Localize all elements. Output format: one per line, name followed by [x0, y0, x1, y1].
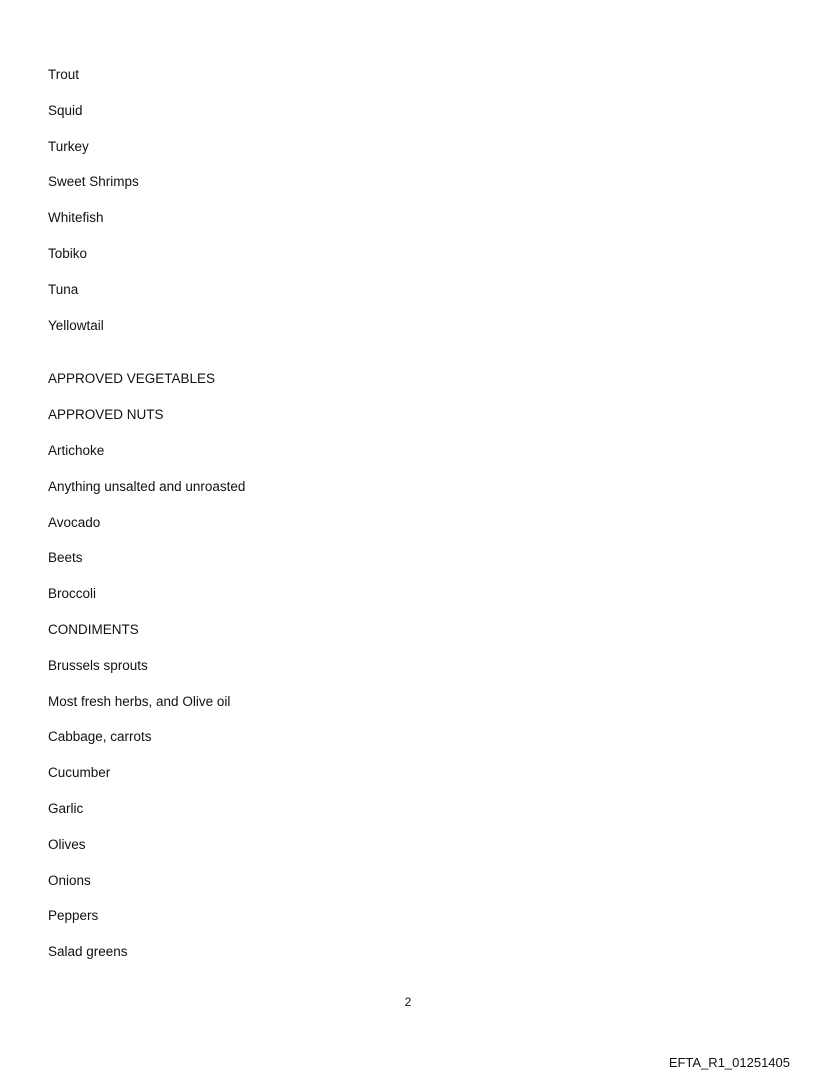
list-item: Tuna	[48, 281, 79, 297]
list-item: Salad greens	[48, 944, 128, 960]
list-item: Broccoli	[48, 586, 97, 602]
list-item: Anything unsalted and unroasted	[48, 478, 246, 494]
list-item: Most fresh herbs, and Olive oil	[48, 693, 231, 709]
list-item: Beets	[48, 550, 83, 566]
list-item: Turkey	[48, 138, 89, 154]
list-item: Onions	[48, 872, 91, 888]
list-item: Yellowtail	[48, 317, 104, 333]
document-id: EFTA_R1_01251405	[668, 1055, 790, 1070]
list-item: Olives	[48, 836, 86, 852]
list-item: Cabbage, carrots	[48, 729, 152, 745]
list-item: Garlic	[48, 800, 84, 816]
list-item: Trout	[48, 67, 80, 82]
list-item: Peppers	[48, 908, 99, 924]
section-heading-condiments: CONDIMENTS	[48, 621, 139, 637]
list-item: Squid	[48, 102, 83, 118]
section-heading-nuts: APPROVED NUTS	[48, 407, 164, 423]
list-item: Cucumber	[48, 765, 111, 781]
section-heading-vegetables: APPROVED VEGETABLES	[48, 371, 216, 387]
food-list	[48, 66, 748, 979]
list-item: Brussels sprouts	[48, 657, 148, 673]
list-item: Tobiko	[48, 245, 88, 261]
page-number: 2	[404, 995, 412, 1009]
list-item: Artichoke	[48, 442, 105, 458]
list-item: Sweet Shrimps	[48, 174, 139, 190]
list-item: Whitefish	[48, 210, 104, 226]
list-item: Avocado	[48, 514, 101, 530]
